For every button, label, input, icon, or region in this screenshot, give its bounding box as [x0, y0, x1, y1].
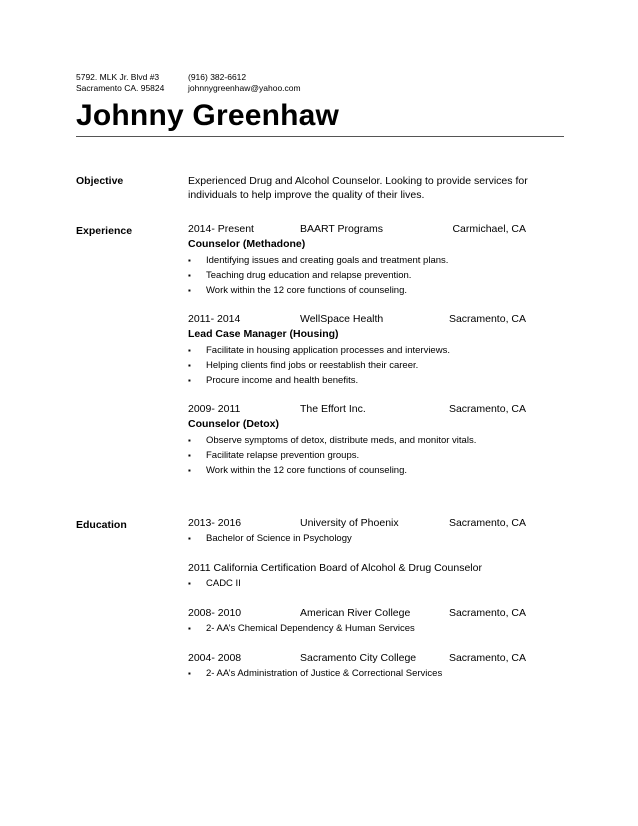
entry-header	[188, 312, 538, 327]
bullet-icon: ▪	[188, 534, 191, 543]
bullet-icon: ▪	[188, 361, 191, 370]
entry-role: Counselor (Detox)	[188, 418, 280, 430]
list-item: ▪ Observe symptoms of detox, distribute meds, and monitor vitals.	[188, 435, 477, 446]
entry-organization: The Effort Inc.	[300, 403, 366, 415]
bullet-list	[188, 666, 538, 681]
entry-dates: 2014- Present	[188, 223, 254, 235]
certification-line: 2011 California Certification Board of Alcohol & Drug Counselor	[188, 562, 482, 574]
phone-number: (916) 382-6612	[188, 72, 247, 82]
bullet-icon: ▪	[188, 436, 191, 445]
candidate-name: Johnny Greenhaw	[76, 99, 340, 132]
header-divider	[76, 136, 564, 137]
entry-dates: 2009- 2011	[188, 403, 241, 415]
education-entry	[188, 606, 538, 636]
experience-entry	[188, 402, 538, 478]
entry-header	[188, 606, 538, 621]
education-entry	[188, 561, 538, 591]
list-item: ▪ Procure income and health benefits.	[188, 375, 359, 386]
entry-dates: 2008- 2010	[188, 607, 242, 619]
entry-location: Sacramento, CA	[448, 607, 526, 619]
bullet-list	[188, 531, 538, 546]
entry-header	[188, 222, 538, 237]
experience-entry	[188, 222, 538, 298]
bullet-icon: ▪	[188, 286, 191, 295]
bullet-icon: ▪	[188, 466, 191, 475]
bullet-list	[188, 433, 538, 478]
list-item: ▪ Bachelor of Science in Psychology	[188, 533, 352, 544]
bullet-icon: ▪	[188, 271, 191, 280]
list-item: ▪ 2- AA’s Administration of Justice & Correctional Services	[188, 668, 443, 679]
email-address[interactable]: johnnygreenhaw@yahoo.com	[188, 83, 301, 93]
entry-organization: Sacramento City College	[300, 652, 417, 664]
experience-label: Experience	[76, 225, 133, 237]
bullet-list	[188, 576, 538, 591]
address-block	[76, 72, 164, 94]
list-item: ▪ 2- AA’s Chemical Dependency & Human Services	[188, 623, 415, 634]
list-item: ▪ CADC II	[188, 578, 241, 589]
entry-role: Lead Case Manager (Housing)	[188, 328, 339, 340]
entry-location: Sacramento, CA	[448, 652, 526, 664]
entry-role: Counselor (Methadone)	[188, 238, 306, 250]
education-entry	[188, 516, 538, 546]
bullet-list	[188, 343, 538, 388]
entry-location: Sacramento, CA	[448, 313, 526, 325]
entry-dates: 2004- 2008	[188, 652, 242, 664]
entry-organization: WellSpace Health	[300, 313, 384, 325]
entry-header	[188, 651, 538, 666]
education-section	[188, 516, 538, 695]
entry-header	[188, 402, 538, 417]
education-entry	[188, 651, 538, 681]
entry-dates: 2011- 2014	[188, 313, 241, 325]
bullet-icon: ▪	[188, 376, 191, 385]
bullet-list	[188, 253, 538, 298]
list-item: ▪ Helping clients find jobs or reestablish their career.	[188, 360, 419, 371]
list-item: ▪ Facilitate in housing application processes and interviews.	[188, 345, 450, 356]
entry-header	[188, 516, 538, 531]
entry-organization: American River College	[300, 607, 411, 619]
experience-entry	[188, 312, 538, 388]
list-item: ▪ Facilitate relapse prevention groups.	[188, 450, 360, 461]
entry-organization: BAART Programs	[300, 223, 384, 235]
entry-organization: University of Phoenix	[300, 517, 399, 529]
bullet-icon: ▪	[188, 256, 191, 265]
list-item: ▪ Work within the 12 core functions of counseling.	[188, 465, 408, 476]
address-line-1: 5792. MLK Jr. Blvd #3	[76, 72, 160, 82]
objective-text: Experienced Drug and Alcohol Counselor. Looking to provide services for individuals to help improve the quality of their lives.	[188, 175, 528, 201]
entry-location: Sacramento, CA	[448, 517, 526, 529]
bullet-icon: ▪	[188, 346, 191, 355]
entry-location: Carmichael, CA	[452, 223, 526, 235]
list-item: ▪ Identifying issues and creating goals and treatment plans.	[188, 255, 449, 266]
address-line-2: Sacramento CA. 95824	[76, 83, 165, 93]
bullet-icon: ▪	[188, 624, 191, 633]
objective-label: Objective	[76, 175, 124, 187]
education-label: Education	[76, 519, 127, 531]
entry-location: Sacramento, CA	[448, 403, 526, 415]
bullet-list	[188, 621, 538, 636]
bullet-icon: ▪	[188, 579, 191, 588]
experience-section	[188, 222, 538, 492]
list-item: ▪ Work within the 12 core functions of counseling.	[188, 285, 408, 296]
bullet-icon: ▪	[188, 669, 191, 678]
bullet-icon: ▪	[188, 451, 191, 460]
contact-block	[188, 72, 301, 94]
entry-dates: 2013- 2016	[188, 517, 242, 529]
list-item: ▪ Teaching drug education and relapse prevention.	[188, 270, 412, 281]
